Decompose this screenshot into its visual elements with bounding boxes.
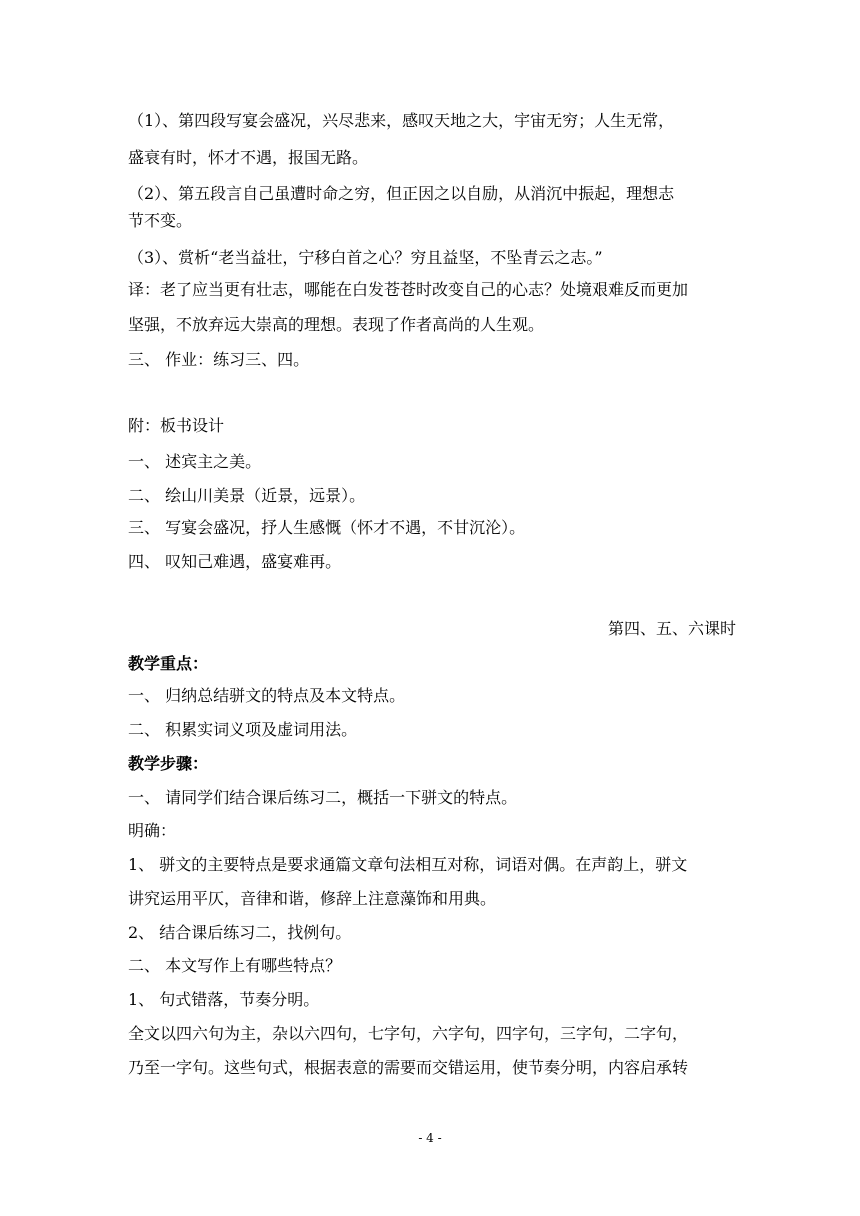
list-item: 一、 述宾主之美。: [128, 452, 262, 471]
paragraph-line: 讲究运用平仄，音律和谐，修辞上注意藻饰和用典。: [128, 889, 497, 908]
paragraph-line: （2）、第五段言自己虽遭时命之穷，但正因之以自励，从消沉中振起，理想志: [128, 184, 675, 203]
paragraph-line: 节不变。: [128, 211, 193, 230]
list-item: 1、 句式错落，节奏分明。: [128, 990, 320, 1009]
list-item: 一、 归纳总结骈文的特点及本文特点。: [128, 686, 406, 705]
paragraph-line: 明确：: [128, 821, 177, 840]
list-item: 2、 结合课后练习二，找例句。: [128, 923, 352, 942]
list-item: 二、 绘山川美景（近景，远景）。: [128, 486, 366, 505]
paragraph-line: （1）、第四段写宴会盛况，兴尽悲来，感叹天地之大，宇宙无穷；人生无常，: [128, 111, 675, 130]
list-item: 二、 积累实词义项及虚词用法。: [128, 720, 358, 739]
paragraph-line: 全文以四六句为主，杂以六四句，七字句，六字句，四字句，三字句，二字句，: [128, 1024, 689, 1043]
list-item: 二、 本文写作上有哪些特点？: [128, 956, 342, 975]
list-item: 四、 叹知己难遇，盛宴难再。: [128, 552, 342, 571]
paragraph-line: 乃至一字句。这些句式，根据表意的需要而交错运用，使节奏分明，内容启承转: [128, 1058, 689, 1077]
list-item: 1、 骈文的主要特点是要求通篇文章句法相互对称，词语对偶。在声韵上，骈文: [128, 855, 688, 874]
paragraph-line: 坚强，不放弃远大崇高的理想。表现了作者高尚的人生观。: [128, 315, 545, 334]
page-number: - 4 -: [418, 1131, 442, 1145]
paragraph-line: 译：老了应当更有壮志，哪能在白发苍苍时改变自己的心志？处境艰难反而更加: [128, 280, 689, 299]
section-heading: 附：板书设计: [128, 416, 225, 435]
list-item: 一、 请同学们结合课后练习二，概括一下骈文的特点。: [128, 788, 518, 807]
paragraph-line: 盛衰有时，怀才不遇，报国无路。: [128, 148, 369, 167]
list-item: 三、 写宴会盛况，抒人生感慨（怀才不遇，不甘沉沦）。: [128, 518, 526, 537]
paragraph-line: 三、 作业：练习三、四。: [128, 350, 310, 369]
section-heading: 教学重点：: [128, 654, 209, 673]
lesson-heading: 第四、五、六课时: [607, 619, 736, 638]
section-heading: 教学步骤：: [128, 754, 209, 773]
paragraph-line: （3）、赏析“老当益壮，宁移白首之心？穷且益坚，不坠青云之志。”: [128, 248, 603, 267]
